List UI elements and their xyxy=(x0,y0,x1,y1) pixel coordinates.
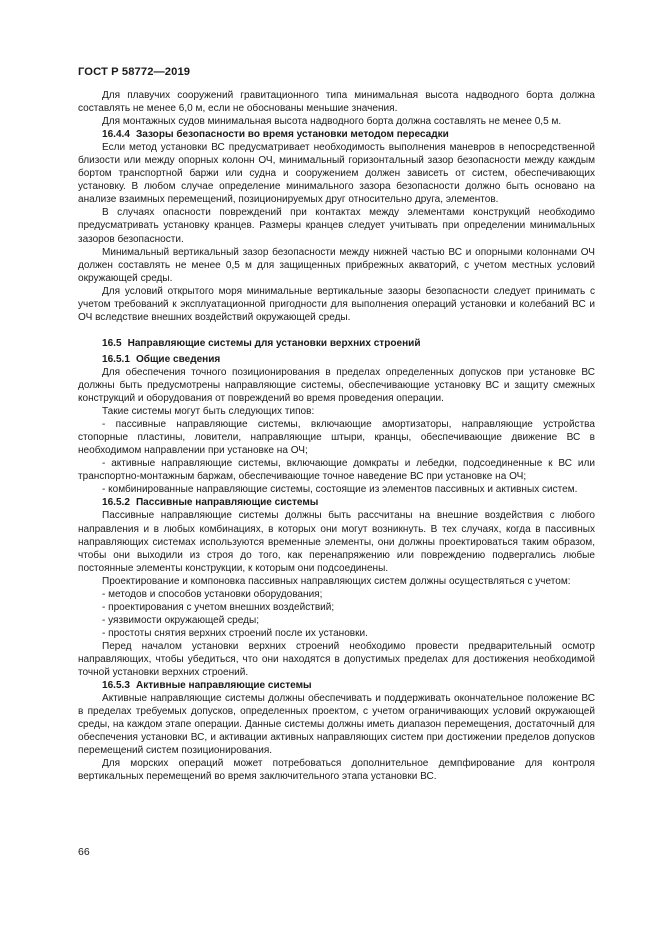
paragraph: Такие системы могут быть следующих типов: xyxy=(102,406,315,418)
section-number: 16.5 xyxy=(102,337,122,349)
paragraph: Перед началом установки верхних строений необходимо провести предварительный осмотр направляющих, чтобы убедиться, что они находятся в допустимых пределах для достижения необходимой точной установки верхних строений. xyxy=(78,640,595,679)
subsection-heading-16-5-1 xyxy=(78,353,595,366)
list-item: - пассивные направляющие системы, включающие амортизаторы, направляющие устройства стопорные пластины, ловители, направляющие штыри, кранцы, обеспечивающие движение ВС в необходимом направлении при установке на ОЧ; xyxy=(78,419,595,457)
section-title: Зазоры безопасности во время установки методом пересадки xyxy=(135,129,449,141)
paragraph: В случаях опасности повреждений при контактах между элементами конструкций необходимо предусматривать установку кранцев. Размеры кранцев следует учитывать при определении минимальных зазоров безопасности. xyxy=(78,207,595,245)
paragraph: Проектирование и компоновка пассивных направляющих систем должны осуществляться с учетом: xyxy=(102,575,571,587)
page-body xyxy=(78,89,595,783)
subsection-heading-16-4-4 xyxy=(78,128,595,141)
section-number: 16.4.4 xyxy=(102,129,130,141)
paragraph: Для морских операций может потребоваться дополнительное демпфирование для контроля вертикальных перемещений во время заключительного этапа установки ВС. xyxy=(78,758,595,783)
section-title: Пассивные направляющие системы xyxy=(135,497,319,509)
paragraph: Для обеспечения точного позиционирования в пределах определенных допусков при установке ВС должны быть предусмотрены направляющие системы, обеспечивающие установку ВС и защиту смежных конструкций и оборудования от повреждений во время проведения операции. xyxy=(78,366,595,405)
paragraph: Минимальный вертикальный зазор безопасности между нижней частью ВС и опорными колоннами ОЧ должен составлять не менее 0,5 м для защищенных прибрежных акваторий, с учетом местных условий окружающей среды. xyxy=(78,246,595,284)
section-heading-16-5 xyxy=(78,337,595,350)
paragraph: Для условий открытого моря минимальные вертикальные зазоры безопасности следует принимать с учетом требований к эксплуатационной пригодности для выполнения операций установки и колебаний ВС и ОЧ вследствие внешних воздействий окружающей среды. xyxy=(78,285,595,323)
list-item: - простоты снятия верхних строений после их установки. xyxy=(102,627,368,639)
section-number: 16.5.3 xyxy=(102,680,130,692)
section-title: Активные направляющие системы xyxy=(135,680,312,692)
section-title: Общие сведения xyxy=(135,353,221,365)
list-item: - проектирования с учетом внешних воздействий; xyxy=(102,601,335,613)
list-item: - активные направляющие системы, включающие домкраты и лебедки, подсоединенные к ВС или транспортно-монтажным баржам, обеспечивающие точное наведение ВС при установке на ОЧ; xyxy=(78,458,595,483)
document-header: ГОСТ Р 58772—2019 xyxy=(78,66,191,78)
paragraph: Для плавучих сооружений гравитационного типа минимальная высота надводного борта должна составлять не менее 6,0 м, если не обоснованы меньшие значения. xyxy=(78,90,595,115)
page-number: 66 xyxy=(78,846,90,858)
paragraph: Пассивные направляющие системы должны быть рассчитаны на внешние воздействия с любого направления и в любых комбинациях, в которых они могут возникнуть. В тех случаях, когда в пассивных направляющих системах используются временные элементы, они должны проектироваться таким образом, чтобы они выходили из строя до того, как перенапряжению или повреждению подвергались любые постоянные элементы конструкции, к которым они подсоединены. xyxy=(78,510,595,574)
list-item: - комбинированные направляющие системы, состоящие из элементов пассивных и активных систем. xyxy=(102,484,578,496)
section-title: Направляющие системы для установки верхних строений xyxy=(127,337,421,349)
list-item: - уязвимости окружающей среды; xyxy=(102,614,260,626)
subsection-heading-16-5-3 xyxy=(78,679,595,692)
subsection-heading-16-5-2 xyxy=(78,496,595,509)
paragraph: Активные направляющие системы должны обеспечивать и поддерживать окончательное положение ВС в пределах требуемых допусков, определенных проектом, с учетом ограничивающих условий окружающей среды, на каждом этапе операции. Данные системы должны иметь диапазон перемещения, достаточный для обеспечения установки ВС, и активации активных направляющих систем при достижении пределов допусков перемещений систем позиционирования. xyxy=(78,693,595,757)
paragraph: Для монтажных судов минимальная высота надводного борта должна составлять не менее 0,5 м. xyxy=(102,116,562,128)
section-number: 16.5.2 xyxy=(102,497,130,509)
list-item: - методов и способов установки оборудования; xyxy=(102,588,323,600)
section-number: 16.5.1 xyxy=(102,353,130,365)
paragraph: Если метод установки ВС предусматривает необходимость выполнения маневров в непосредственной близости или между опорных колонн ОЧ, минимальный горизонтальный зазор безопасности между каждым бортом транспортной баржи или судна и сооружением должен зависеть от систем, обеспечивающих установку. В любом случае определение минимального зазора безопасности должно быть основано на анализе взаимных перемещений, позиционируемых друг относительно друга, элементов. xyxy=(78,142,595,206)
